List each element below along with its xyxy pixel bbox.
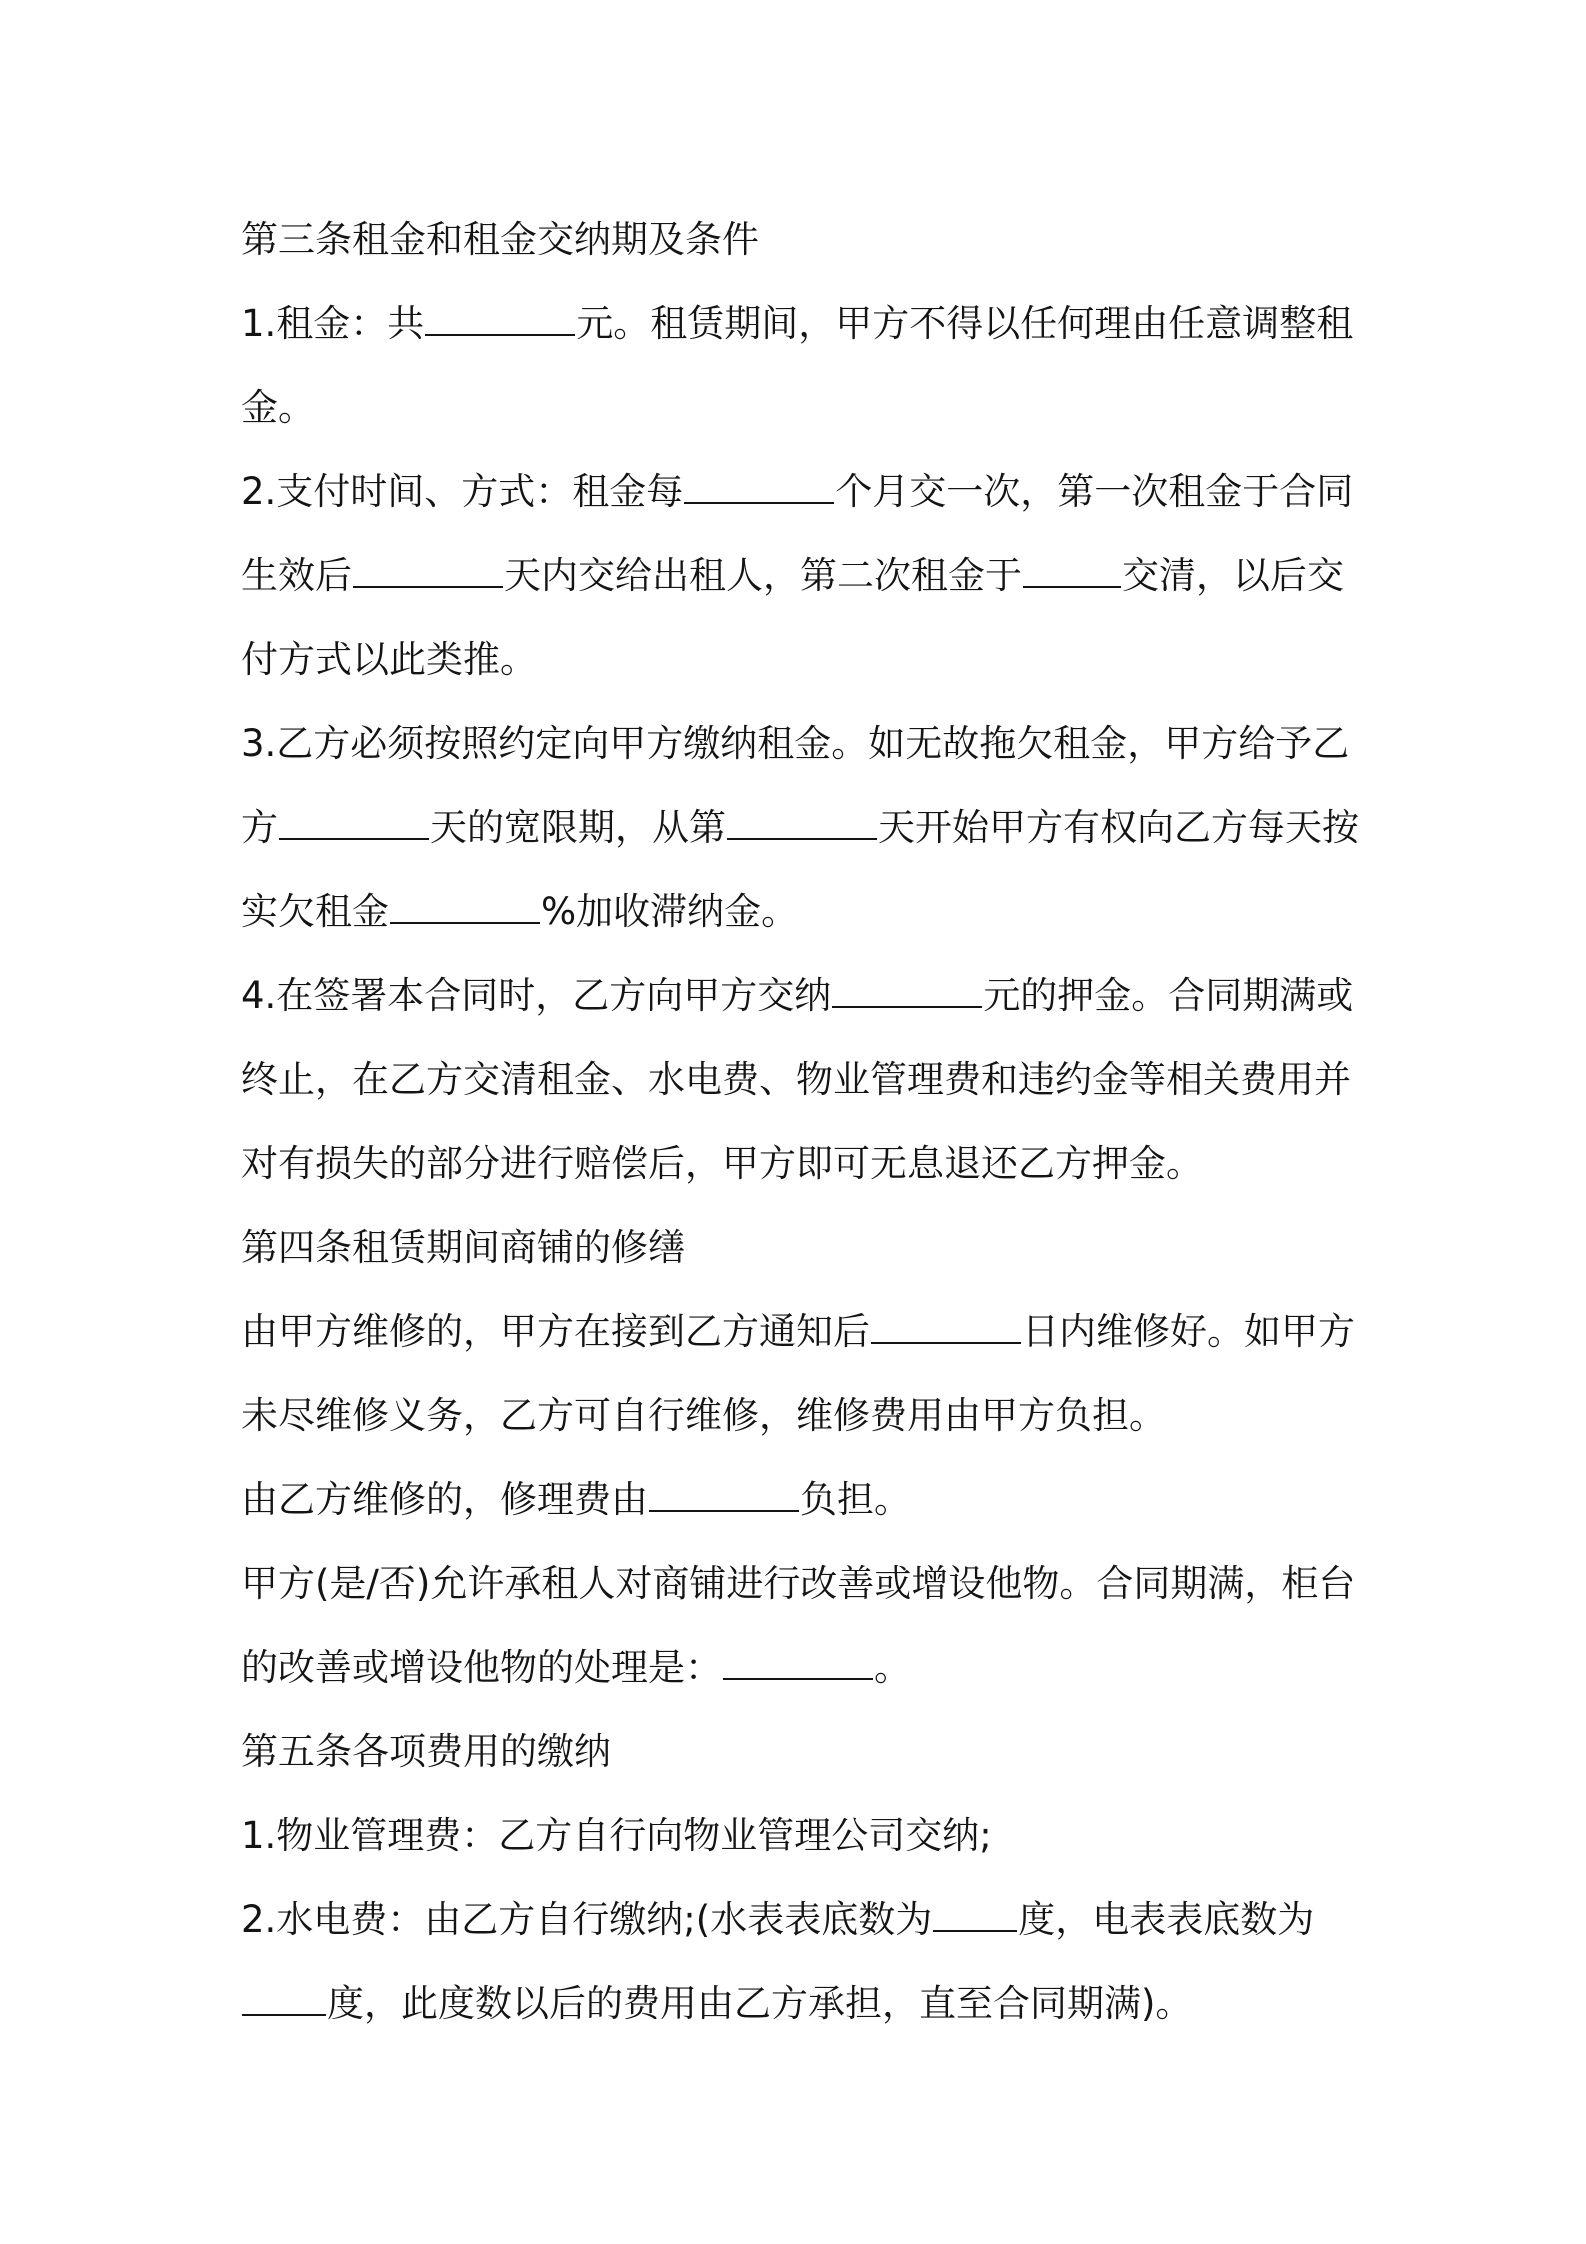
- fill-blank-payment-months[interactable]: [684, 472, 834, 504]
- fee-clause-line-3: 度，此度数以后的费用由乙方承担，直至合同期满)。: [241, 1962, 1366, 2046]
- fill-blank-late-fee-percent[interactable]: [390, 892, 540, 924]
- contract-page: [241, 198, 1366, 2046]
- repair-clause-line-2: 未尽维修义务，乙方可自行维修，维修费用由甲方负担。: [241, 1394, 1166, 1437]
- repair-clause-line-1: 由甲方维修的，甲方在接到乙方通知后 日内维修好。如甲方: [241, 1310, 1355, 1353]
- article-4-heading: 第四条租赁期间商铺的修缮: [241, 1226, 685, 1269]
- fill-blank-rent-total[interactable]: [425, 304, 575, 336]
- late-fee-clause-line-3: 实欠租金 %加收滞纳金。: [241, 890, 799, 933]
- rent-clause-line-1: 1.租金：共 元。租赁期间，甲方不得以任何理由任意调整租: [241, 302, 1354, 345]
- fill-blank-water-meter[interactable]: [933, 1900, 1017, 1932]
- fill-blank-electric-meter[interactable]: [242, 1984, 326, 2016]
- deposit-clause-line-2: 终止，在乙方交清租金、水电费、物业管理费和违约金等相关费用并: [241, 1058, 1351, 1101]
- fill-blank-second-payment-date[interactable]: [1023, 556, 1121, 588]
- fill-blank-grace-days[interactable]: [279, 808, 429, 840]
- payment-clause-line-3: 付方式以此类推。: [241, 638, 537, 681]
- fill-blank-first-payment-days[interactable]: [353, 556, 503, 588]
- fill-blank-repair-cost-bearer[interactable]: [649, 1480, 799, 1512]
- late-fee-clause-line-1: 3.乙方必须按照约定向甲方缴纳租金。如无故拖欠租金，甲方给予乙: [241, 722, 1350, 765]
- article-3-heading: 第三条租金和租金交纳期及条件: [241, 218, 759, 261]
- fill-blank-repair-days[interactable]: [871, 1312, 1021, 1344]
- fee-clause-line-1: 1.物业管理费：乙方自行向物业管理公司交纳;: [241, 1814, 992, 1857]
- fill-blank-improvement-handling[interactable]: [723, 1648, 873, 1680]
- late-fee-clause-line-2: 方 天的宽限期，从第 天开始甲方有权向乙方每天按: [241, 806, 1359, 849]
- improvement-clause-line-1: 甲方(是/否)允许承租人对商铺进行改善或增设他物。合同期满，柜台: [241, 1562, 1356, 1605]
- fee-clause-line-2: 2.水电费：由乙方自行缴纳;(水表表底数为 度，电表表底数为: [241, 1898, 1315, 1941]
- rent-clause-line-2: 金。: [241, 386, 315, 429]
- payment-clause-line-2: 生效后 天内交给出租人，第二次租金于 交清，以后交: [241, 554, 1344, 597]
- payment-clause-line-1: 2.支付时间、方式：租金每 个月交一次，第一次租金于合同: [241, 470, 1354, 513]
- deposit-clause-line-3: 对有损失的部分进行赔偿后，甲方即可无息退还乙方押金。: [241, 1142, 1203, 1185]
- fill-blank-deposit-amount[interactable]: [832, 976, 982, 1008]
- fill-blank-start-day[interactable]: [727, 808, 877, 840]
- deposit-clause-line-1: 4.在签署本合同时，乙方向甲方交纳 元的押金。合同期满或: [241, 974, 1354, 1017]
- repair-clause-line-3: 由乙方维修的，修理费由 负担。: [241, 1478, 911, 1521]
- improvement-clause-line-2: 的改善或增设他物的处理是： 。: [241, 1646, 911, 1689]
- article-5-heading: 第五条各项费用的缴纳: [241, 1730, 611, 1773]
